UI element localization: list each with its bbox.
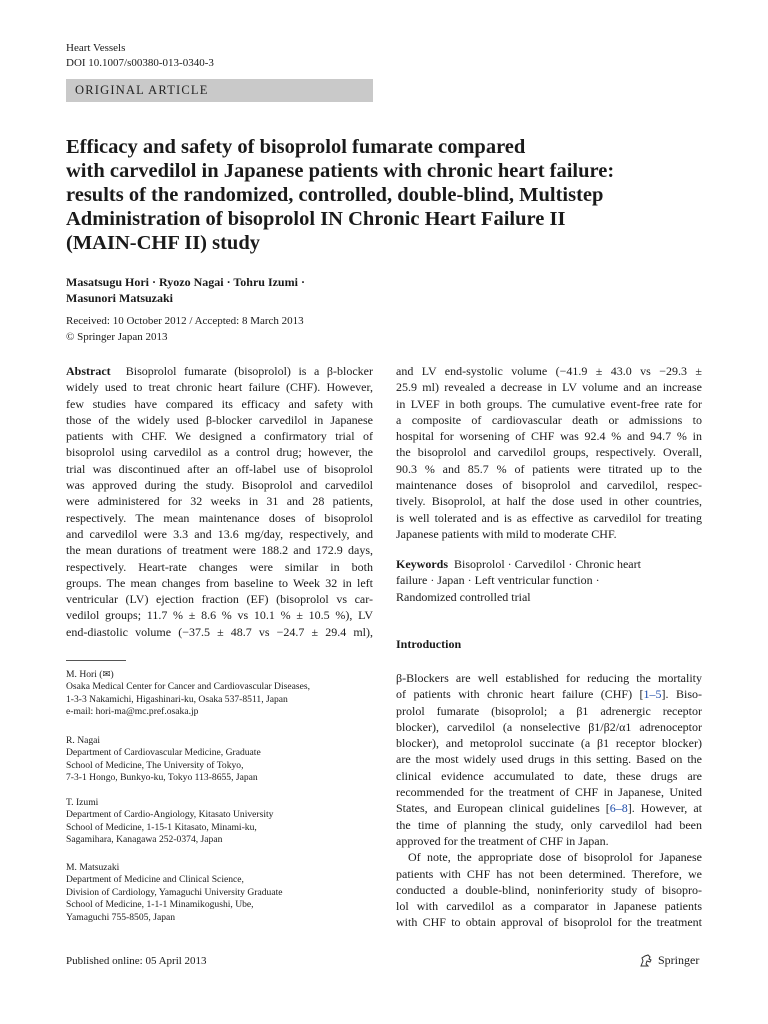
intro-line: Of note, the appropriate dose of bisoprolol for Japanese [408, 850, 702, 865]
affiliation-name: R. Nagai [66, 735, 101, 746]
author-list [66, 274, 305, 306]
abstract-line: tively. Bisoprolol, at half the dose used in other countries, [396, 494, 702, 509]
intro-text: of patients with chronic heart failure (CHF) [ [396, 687, 644, 702]
title-line: with carvedilol in Japanese patients with chronic heart failure: [66, 160, 615, 182]
abstract-line: few studies have compared its efficacy and safety with [66, 396, 373, 411]
introduction-body [396, 670, 702, 931]
doi: DOI 10.1007/s00380-013-0340-3 [66, 57, 214, 69]
paper-title [66, 135, 726, 255]
keywords-label: Keywords [396, 557, 448, 571]
abstract-line: a composite of cardiovascular death or admissions to [396, 412, 702, 427]
abstract-line: and LV end-systolic volume (−41.9 ± 43.0 vs −29.3 ± [396, 364, 702, 378]
abstract-line: vedilol groups; 11.7 % ± 8.6 % vs 10.1 % ± 10.5 %), LV [66, 608, 373, 623]
title-line: results of the randomized, controlled, double-blind, Multistep [66, 184, 604, 206]
affiliation-name: T. Izumi [66, 797, 99, 808]
affiliation-line: Sagamihara, Kanagawa 252-0374, Japan [66, 834, 223, 846]
intro-line [396, 800, 702, 816]
citation-link[interactable]: 1–5 [643, 687, 662, 702]
article-type-banner [66, 79, 373, 102]
intro-line: blocker), and metoprolol succinate (a β1 receptor blocker) [396, 736, 702, 751]
abstract-line: were administered for 32 weeks in 31 and 28 patients, [66, 494, 373, 509]
abstract-line: is well tolerated and is as effective as carvedilol for treating [396, 510, 702, 525]
affiliation-line: Department of Medicine and Clinical Science, [66, 874, 244, 886]
authors-line: Masatsugu Hori · Ryozo Nagai · Tohru Izumi · [66, 275, 305, 289]
title-line: Efficacy and safety of bisoprolol fumarate compared [66, 136, 526, 158]
intro-line: recommended for the treatment of CHF in Japanese, United [396, 785, 702, 800]
affiliation-name: M. Hori (✉) [66, 669, 114, 680]
abstract-line: ventricular (LV) ejection fraction (EF) (bisoprolol vs car- [66, 592, 373, 607]
abstract-label: Abstract [66, 364, 111, 378]
abstract-line: bisoprolol using carvedilol as a control drug; however, the [66, 445, 373, 460]
article-type: ORIGINAL ARTICLE [75, 83, 209, 97]
affiliation-hori [66, 669, 310, 719]
title-line: (MAIN-CHF II) study [66, 232, 260, 254]
intro-line: with CHF to obtain approval of bisoprolol for the treatment [396, 915, 702, 930]
intro-text: ]. However, at [627, 801, 703, 816]
intro-line: blocker), carvedilol (a nonselective β1/β2/α1 adrenoceptor [396, 719, 702, 734]
intro-line: patients with CHF has not been determined. Therefore, we [396, 866, 702, 881]
introduction-heading: Introduction [396, 637, 462, 651]
publisher-name: Springer [658, 953, 700, 967]
intro-line: conducted a double-blind, noninferiority study of bisopro- [396, 882, 702, 897]
published-online: Published online: 05 April 2013 [66, 955, 207, 967]
abstract-line [66, 363, 373, 379]
intro-line: prolol fumarate (bisoprolol; a β1 adrenergic receptor [396, 703, 702, 718]
abstract-line: respectively. Heart-rate changes were similar in both [66, 559, 373, 574]
affiliation-line: School of Medicine, 1-1-1 Minamikogushi, Ube, [66, 899, 254, 911]
affiliation-line: Department of Cardio-Angiology, Kitasato University [66, 809, 274, 821]
keywords-block [396, 556, 702, 605]
affiliation-line: 1-3-3 Nakamichi, Higashinari-ku, Osaka 537-8511, Japan [66, 693, 288, 705]
affiliation-line: Division of Cardiology, Yamaguchi University Graduate [66, 886, 283, 898]
copyright: © Springer Japan 2013 [66, 330, 168, 343]
affiliation-line: Department of Cardiovascular Medicine, Graduate [66, 747, 261, 759]
intro-line: are the most widely used drugs in this setting. Based on the [396, 752, 702, 767]
abstract-line: maintenance doses of bisoprolol and carvedilol, respec- [396, 478, 702, 493]
article-dates [66, 314, 304, 345]
affiliation-line: School of Medicine, The University of Tokyo, [66, 759, 244, 771]
affiliation-line: 7-3-1 Hongo, Bunkyo-ku, Tokyo 113-8655, Japan [66, 772, 258, 784]
springer-horse-icon [638, 954, 654, 968]
abstract-line: groups. The mean changes from baseline to Week 32 in left [66, 575, 373, 590]
keywords-line: Randomized controlled trial [396, 589, 531, 604]
affiliation-matsuzaki [66, 862, 283, 924]
intro-line: approved for the treatment of CHF in Japan. [396, 833, 609, 848]
abstract-left-column [66, 363, 373, 640]
abstract-line: 25.9 ml) revealed a decrease in LV volume and an increase [396, 380, 702, 395]
affiliation-izumi [66, 797, 273, 847]
abstract-line: widely used to treat chronic heart failure (CHF). However, [66, 380, 373, 395]
affiliation-line: Osaka Medical Center for Cancer and Cardiovascular Diseases, [66, 681, 311, 693]
received-accepted: Received: 10 October 2012 / Accepted: 8 March 2013 [66, 315, 304, 327]
abstract-line: in LVEF in both groups. The cumulative event-free rate for [396, 396, 702, 411]
affiliation-nagai [66, 735, 261, 785]
abstract-line: the mean durations of treatment were 188.2 and 172.9 days, [66, 543, 373, 558]
intro-line: the time of planning the study, only carvedilol had been [396, 817, 702, 832]
publisher-logo [638, 953, 699, 968]
journal-header [66, 41, 214, 71]
affiliation-name: M. Matsuzaki [66, 862, 120, 873]
abstract-line: hospital for worsening of CHF was 92.4 % and 94.7 % in [396, 429, 702, 444]
intro-line [396, 686, 702, 702]
abstract-line: Japanese patients with mild to moderate CHF. [396, 526, 617, 541]
keywords-line [396, 556, 702, 572]
authors-line: Masunori Matsuzaki [66, 291, 174, 305]
intro-line: clinical evidence accumulated to date, these drugs are [396, 768, 702, 783]
abstract-line: trial was discontinued after an off-label use of bisoprolol [66, 461, 373, 476]
affiliation-line: Yamaguchi 755-8505, Japan [66, 911, 176, 923]
abstract-line: respectively. The mean maintenance doses of bisoprolol [66, 510, 373, 525]
intro-text: ]. Biso- [661, 687, 702, 702]
title-line: Administration of bisoprolol IN Chronic Heart Failure II [66, 208, 566, 230]
intro-text: States, and European clinical guidelines [ [396, 801, 610, 816]
keywords-line: failure · Japan · Left ventricular function · [396, 573, 600, 588]
affiliation-email[interactable]: e-mail: hori-ma@mc.pref.osaka.jp [66, 706, 199, 718]
intro-line: β-Blockers are well established for reducing the mortality [396, 671, 702, 685]
affiliation-line: School of Medicine, 1-15-1 Kitasato, Minami-ku, [66, 821, 257, 833]
intro-line: lol with carvedilol as a comparator in Japanese patients [396, 899, 702, 914]
abstract-first-line: Bisoprolol fumarate (bisoprolol) is a β-blocker [125, 364, 374, 378]
abstract-line: was approved during the study. Bisoprolol and carvedilol [66, 478, 373, 493]
abstract-line: and carvedilol were 3.3 and 13.6 mg/day, respectively, and [66, 526, 373, 541]
citation-link[interactable]: 6–8 [609, 801, 628, 816]
abstract-line: patients with CHF. We designed a confirmatory trial of [66, 429, 373, 444]
footnote-rule [66, 660, 126, 661]
abstract-line: those of the widely used β-blocker carvedilol in Japanese [66, 412, 373, 427]
journal-name: Heart Vessels [66, 42, 126, 54]
abstract-right-column [396, 363, 702, 542]
abstract-line: 90.3 % and 85.7 % of patients were titrated up to the [396, 461, 702, 476]
abstract-line: the bisoprolol and carvedilol groups, respectively. Overall, [396, 445, 702, 460]
abstract-line: end-diastolic volume (−37.5 ± 48.7 vs −24.7 ± 29.4 ml), [66, 624, 373, 639]
keywords-text: Bisoprolol · Carvedilol · Chronic heart [454, 557, 641, 571]
